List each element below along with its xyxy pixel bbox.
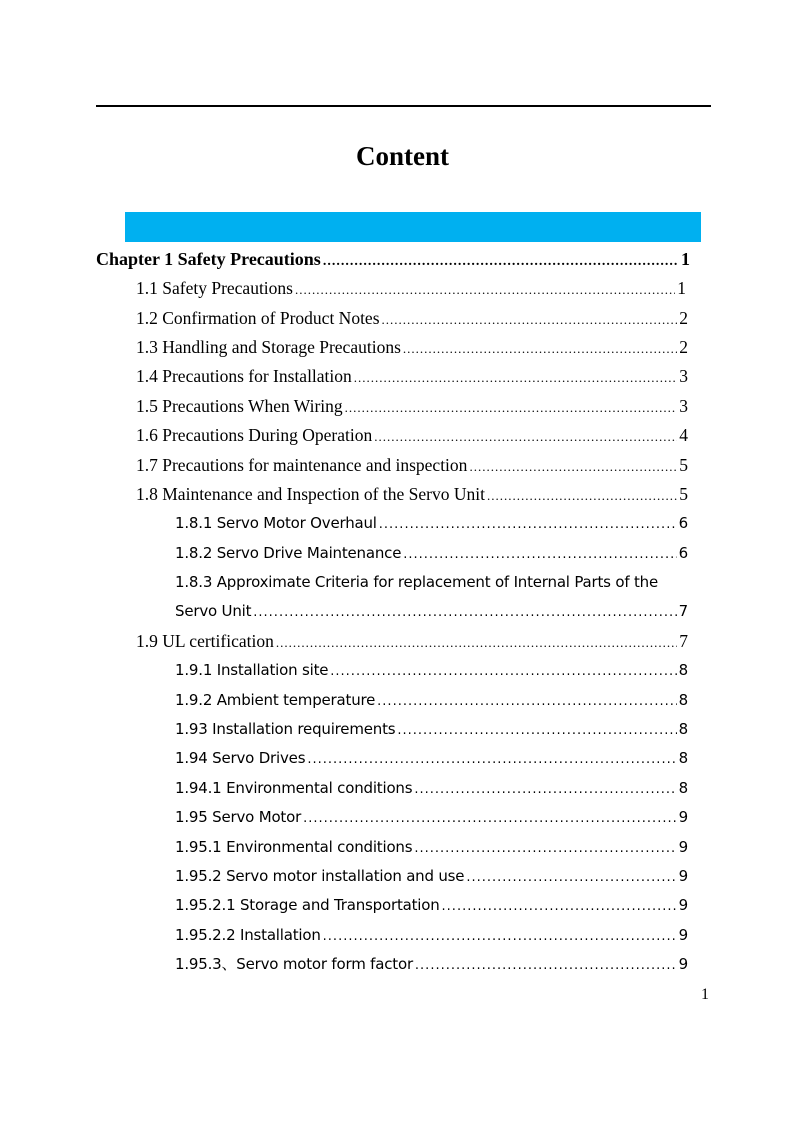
toc-page: 9 — [678, 867, 688, 885]
toc-page: 8 — [678, 749, 688, 767]
toc-entry-1-1[interactable] — [136, 276, 686, 300]
leader-dots — [307, 748, 676, 772]
leader-dots — [323, 250, 679, 274]
toc-entry-1-94[interactable] — [175, 746, 688, 770]
toc-label: 1.3 Handling and Storage Precautions — [136, 337, 401, 357]
toc-entry-1-2[interactable] — [136, 306, 688, 330]
leader-dots — [414, 837, 676, 861]
toc-entry-1-9[interactable] — [136, 629, 688, 653]
toc-page: 9 — [678, 808, 688, 826]
toc-page: 8 — [678, 691, 688, 709]
toc-page: 8 — [678, 661, 688, 679]
leader-dots — [379, 513, 677, 537]
leader-dots — [377, 690, 676, 714]
toc-page: 4 — [679, 425, 688, 445]
leader-dots — [295, 278, 675, 302]
toc-page: 9 — [678, 955, 688, 973]
page-number: 1 — [701, 986, 709, 1003]
toc-page: 6 — [678, 544, 688, 562]
toc-page: 5 — [679, 455, 688, 475]
toc-label: 1.95.1 Environmental conditions — [175, 838, 413, 856]
toc-label: 1.8.1 Servo Motor Overhaul — [175, 514, 377, 532]
toc-page: 6 — [678, 514, 688, 532]
leader-dots — [345, 396, 678, 420]
toc-label: 1.1 Safety Precautions — [136, 278, 293, 298]
toc-label: 1.93 Installation requirements — [175, 720, 396, 738]
toc-entry-1-6[interactable] — [136, 423, 688, 447]
toc-entry-1-8-3[interactable] — [175, 599, 688, 623]
leader-dots — [403, 337, 677, 361]
toc-label: 1.95.2.2 Installation — [175, 926, 321, 944]
page-title: Content — [356, 141, 449, 171]
toc-label: 1.5 Precautions When Wiring — [136, 396, 343, 416]
toc-page: 9 — [678, 838, 688, 856]
leader-dots — [415, 954, 677, 978]
toc-entry-1-95-1[interactable] — [175, 835, 688, 859]
toc-entry-1-95-2-2[interactable] — [175, 923, 688, 947]
toc-page: 7 — [679, 631, 688, 651]
toc-entry-1-9-2[interactable] — [175, 688, 688, 712]
toc-entry-1-8-1[interactable] — [175, 511, 688, 535]
toc-label: 1.8.2 Servo Drive Maintenance — [175, 544, 402, 562]
leader-dots — [303, 807, 677, 831]
toc-entry-1-8[interactable] — [136, 482, 688, 506]
toc-page: 2 — [679, 337, 688, 357]
toc-entry-1-3[interactable] — [136, 335, 688, 359]
toc-entry-1-4[interactable] — [136, 364, 688, 388]
toc-entry-1-8-2[interactable] — [175, 541, 688, 565]
toc-label: Servo Unit — [175, 602, 252, 620]
toc-label: 1.95.3、Servo motor form factor — [175, 955, 413, 973]
toc-entry-chapter-1[interactable] — [96, 247, 690, 271]
toc-page: 1 — [677, 278, 686, 298]
toc-page: 3 — [679, 396, 688, 416]
toc-page: 8 — [678, 720, 688, 738]
leader-dots — [469, 455, 677, 479]
toc-label: 1.6 Precautions During Operation — [136, 425, 373, 445]
toc-label: 1.95.2.1 Storage and Transportation — [175, 896, 440, 914]
toc-label: 1.4 Precautions for Installation — [136, 366, 352, 386]
toc-entry-1-8-3-line1[interactable]: 1.8.3 Approximate Criteria for replacement of Internal Parts of the — [175, 573, 658, 591]
leader-dots — [403, 543, 676, 567]
toc-label: 1.2 Confirmation of Product Notes — [136, 308, 380, 328]
leader-dots — [414, 778, 676, 802]
toc-page: 2 — [679, 308, 688, 328]
toc-entry-1-95[interactable] — [175, 805, 688, 829]
toc-entry-1-9-1[interactable] — [175, 658, 688, 682]
leader-dots — [323, 925, 677, 949]
toc-label: 1.94.1 Environmental conditions — [175, 779, 413, 797]
leader-dots — [374, 425, 677, 449]
toc-label: Chapter 1 Safety Precautions — [96, 249, 321, 269]
leader-dots — [442, 895, 677, 919]
leader-dots — [382, 308, 678, 332]
toc-page: 9 — [678, 926, 688, 944]
toc-page: 7 — [678, 602, 688, 620]
toc-entry-1-5[interactable] — [136, 394, 688, 418]
leader-dots — [330, 660, 676, 684]
toc-entry-1-95-2[interactable] — [175, 864, 688, 888]
leader-dots — [466, 866, 676, 890]
toc-label: 1.9 UL certification — [136, 631, 274, 651]
leader-dots — [397, 719, 676, 743]
toc-label: 1.9.1 Installation site — [175, 661, 329, 679]
toc-label: 1.7 Precautions for maintenance and inspection — [136, 455, 468, 475]
leader-dots — [253, 601, 676, 625]
toc-entry-1-93[interactable] — [175, 717, 688, 741]
toc-page: 3 — [679, 366, 688, 386]
toc-page: 5 — [679, 484, 688, 504]
leader-dots — [487, 484, 677, 508]
toc-entry-1-7[interactable] — [136, 453, 688, 477]
leader-dots — [354, 366, 677, 390]
toc-label: 1.95.2 Servo motor installation and use — [175, 867, 465, 885]
toc-label: 1.8 Maintenance and Inspection of the Servo Unit — [136, 484, 485, 504]
leader-dots — [276, 631, 677, 655]
toc-page: 1 — [681, 249, 690, 269]
toc-label: 1.95 Servo Motor — [175, 808, 302, 826]
toc-page: 8 — [678, 779, 688, 797]
toc-entry-1-94-1[interactable] — [175, 776, 688, 800]
toc-label: 1.94 Servo Drives — [175, 749, 306, 767]
toc-entry-1-95-2-1[interactable] — [175, 893, 688, 917]
toc-page: 9 — [678, 896, 688, 914]
toc-entry-1-95-3[interactable] — [175, 952, 688, 976]
toc-label: 1.9.2 Ambient temperature — [175, 691, 376, 709]
